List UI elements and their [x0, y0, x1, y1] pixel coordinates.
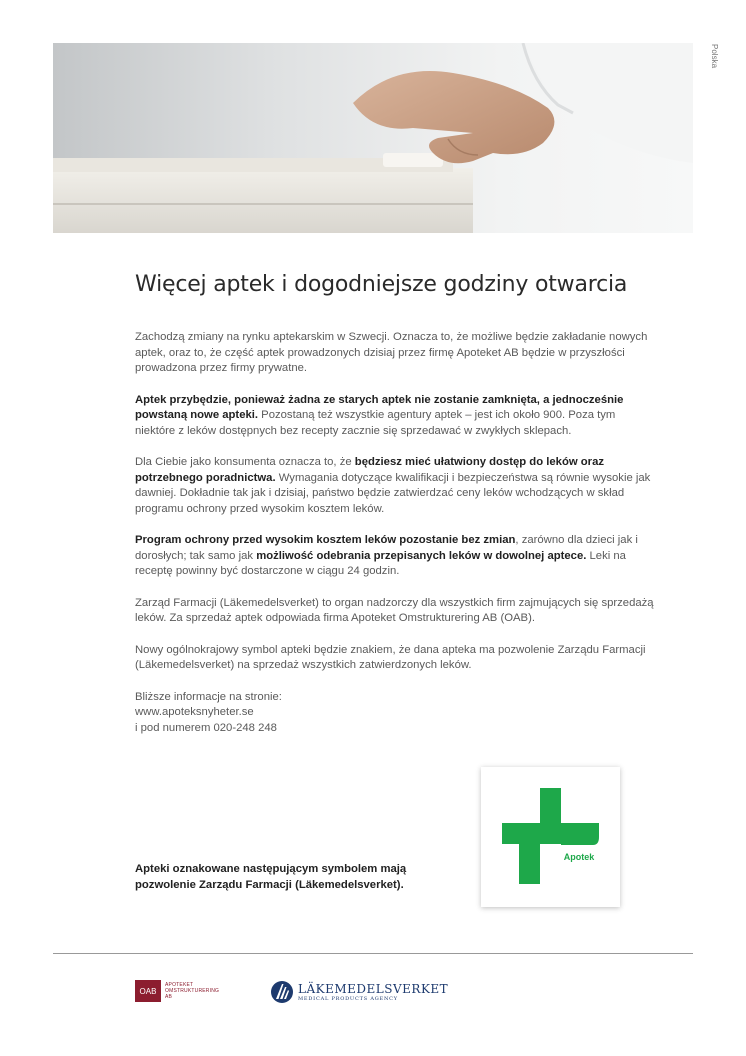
- hero-photo: [53, 43, 693, 233]
- paragraph-text: Dla Ciebie jako konsumenta oznacza to, że: [135, 456, 355, 468]
- paragraph-text: , zarówno dla dzieci jak i dorosłych; tak samo jak: [135, 534, 638, 562]
- oab-line: OMSTRUKTURERING: [165, 988, 220, 994]
- paragraph-protection-program: [135, 533, 655, 580]
- article: [135, 270, 655, 752]
- lakemedelsverket-name: LÄKEMEDELSVERKET: [298, 981, 449, 996]
- info-block: [135, 690, 655, 737]
- symbol-note: Apteki oznakowane następującym symbolem mają pozwolenie Zarządu Farmacji (Läkemedelsverket).: [135, 863, 407, 891]
- paragraph-text: Pozostaną też wszystkie agentury aptek – jest ich około 900. Poza tym niektóre z leków dostępnych bez recepty zacznie się sprzedawać w zwykłych sklepach.: [135, 409, 616, 437]
- footer-divider: [53, 953, 693, 954]
- paragraph-more-pharmacies: [135, 393, 655, 440]
- paragraph-intro: Zachodzą zmiany na rynku aptekarskim w Szwecji. Oznacza to, że możliwe będzie zakładanie nowych aptek, oraz to, że część aptek prowadzonych dzisiaj przez firmę Apoteket AB będzie w przyszłości prowadzona przez firmy prywatne.: [135, 331, 648, 374]
- bold-text: będziesz mieć ułatwiony dostęp do leków oraz potrzebnego poradnictwa.: [135, 456, 605, 484]
- language-label: Polska: [710, 44, 719, 69]
- paragraph-authority: Zarząd Farmacji (Läkemedelsverket) to organ nadzorczy dla wszystkich firm zajmujących się sprzedażą leków. Za sprzedaż aptek odpowiada firma Apoteket Omstrukturering AB (OAB).: [135, 596, 654, 624]
- oab-line: AB: [165, 994, 173, 1000]
- apotek-logo-label: Apotek: [563, 852, 595, 862]
- paragraph-symbol: Nowy ogólnokrajowy symbol apteki będzie znakiem, że dana apteka ma pozwolenie Zarządu Farmacji (Läkemedelsverket) na sprzedaż wszystkich zatwierdzonych leków.: [135, 643, 646, 671]
- bold-text: Aptek przybędzie, ponieważ żadna ze starych aptek nie zostanie zamknięta, a jednocześnie powstaną nowe apteki.: [135, 393, 624, 421]
- apotek-symbol-card: [481, 767, 620, 907]
- oab-wordmark: [165, 982, 219, 1000]
- lakemedelsverket-emblem-icon: [270, 980, 294, 1004]
- info-line: Bliższe informacje na stronie:: [135, 690, 282, 703]
- website-link[interactable]: www.apoteksnyheter.se: [135, 706, 254, 718]
- paragraph-text: Leki na receptę powinny być dostarczone w ciągu 24 godzin.: [135, 549, 626, 577]
- bold-text: Program ochrony przed wysokim kosztem leków pozostanie bez zmian: [135, 534, 516, 546]
- bold-text: możliwość odebrania przepisanych leków w dowolnej aptece.: [256, 549, 587, 562]
- phone-number: i pod numerem 020-248 248: [135, 721, 277, 734]
- lakemedelsverket-subtitle: MEDICAL PRODUCTS AGENCY: [298, 995, 398, 1002]
- paragraph-text: Wymagania dotyczące kwalifikacji i bezpieczeństwa są równie wysokie jak dawniej. Dokładnie tak jak i dzisiaj, państwo będzie zatwierdzać ceny leków wchodzących w skład programu ochrony przed wysokim kosztem leków.: [135, 471, 651, 515]
- paragraph-consumer: [135, 455, 655, 517]
- oab-logo: [135, 980, 219, 1002]
- lakemedelsverket-logo: [270, 980, 448, 1004]
- page-title: Więcej aptek i dogodniejsze godziny otwarcia: [135, 272, 628, 297]
- oab-line: APOTEKET: [165, 982, 194, 988]
- apotek-cross-icon: [481, 767, 620, 907]
- oab-mark: OAB: [135, 980, 161, 1002]
